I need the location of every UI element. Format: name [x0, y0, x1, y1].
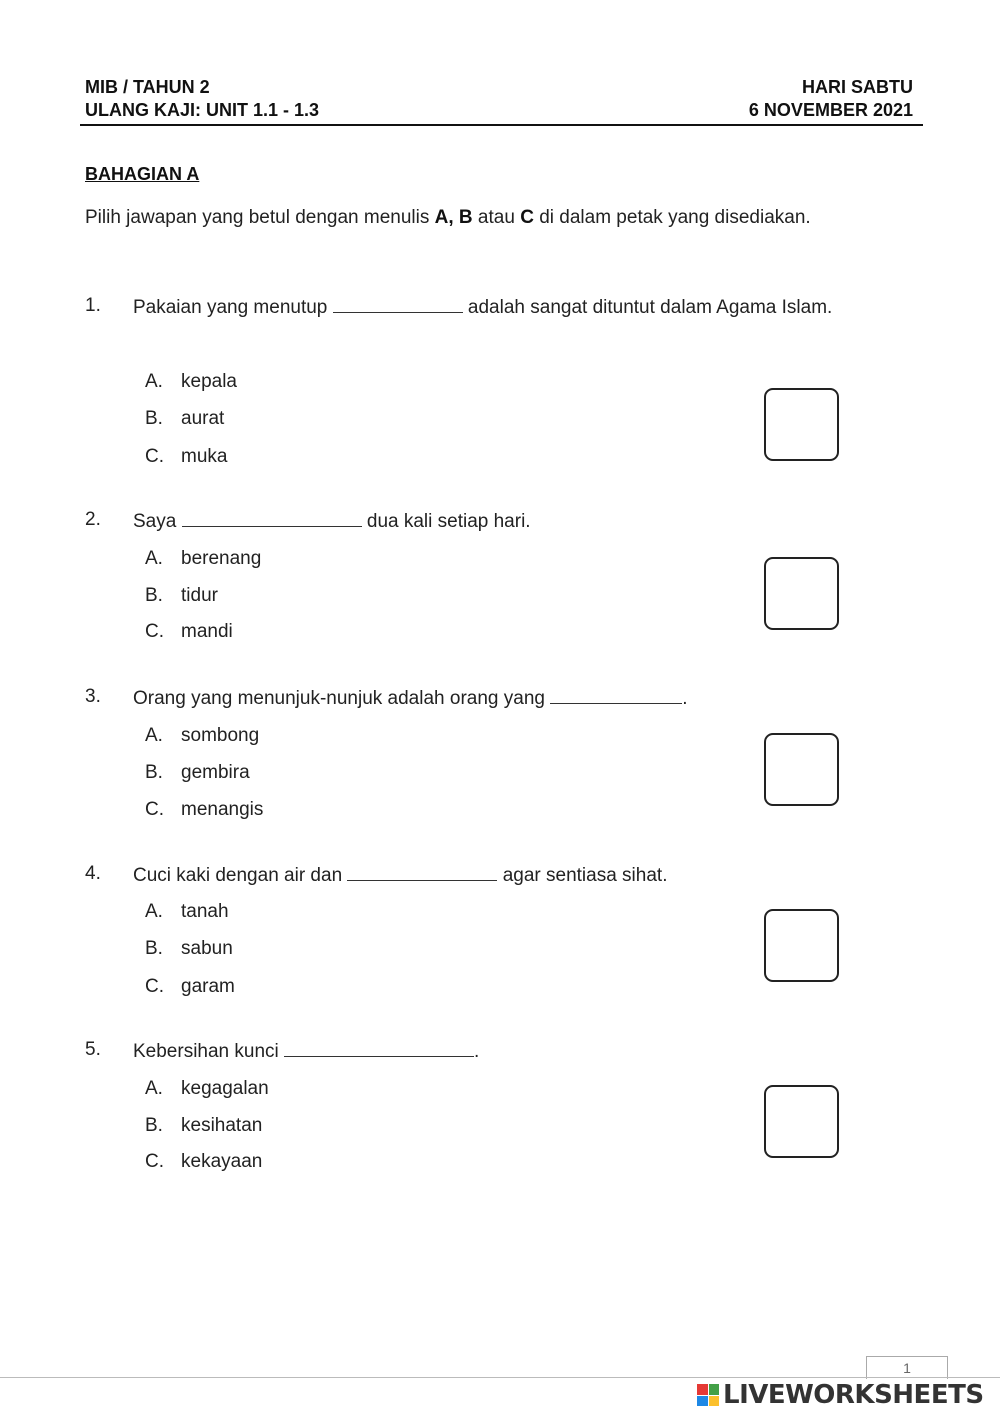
answer-blank — [347, 862, 497, 881]
liveworksheets-brand — [697, 1379, 984, 1411]
question-number: 4. — [85, 863, 101, 884]
answer-blank — [333, 294, 463, 313]
option-a: A. kegagalan — [145, 1078, 269, 1099]
section-title: BAHAGIAN A — [85, 164, 200, 184]
brand-name: LIVEWORKSHEETS — [723, 1380, 984, 1410]
option-b: B. kesihatan — [145, 1115, 263, 1136]
option-b: B. aurat — [145, 408, 225, 429]
question-stem: Kebersihan kunci . — [133, 1033, 914, 1071]
answer-box-3[interactable] — [764, 733, 839, 806]
question-number: 3. — [85, 686, 101, 707]
question-stem: Saya dua kali setiap hari. — [133, 503, 914, 541]
answer-blank — [182, 508, 362, 527]
header-divider — [80, 124, 923, 126]
question-stem: Cuci kaki dengan air dan agar sentiasa sihat. — [133, 857, 914, 895]
day-label: HARI SABTU — [802, 77, 913, 97]
answer-box-1[interactable] — [764, 388, 839, 461]
header-row-2 — [85, 100, 913, 121]
option-a: A. kepala — [145, 371, 237, 392]
option-c: C. kekayaan — [145, 1151, 263, 1172]
unit-label: ULANG KAJI: UNIT 1.1 - 1.3 — [85, 100, 320, 120]
date-label: 6 NOVEMBER 2021 — [748, 100, 913, 120]
question-stem: Orang yang menunjuk-nunjuk adalah orang yang . — [133, 680, 914, 718]
option-b: B. tidur — [145, 585, 218, 606]
option-c: C. muka — [145, 446, 228, 467]
question-number: 2. — [85, 509, 101, 530]
question-stem: Pakaian yang menutup adalah sangat dituntut dalam Agama Islam. — [133, 289, 914, 327]
answer-blank — [550, 685, 682, 704]
instruction-text: Pilih jawapan yang betul dengan menulis A, B atau C di dalam petak yang disediakan. — [85, 207, 811, 228]
option-a: A. berenang — [145, 548, 262, 569]
option-b: B. sabun — [145, 938, 233, 959]
option-a: A. tanah — [145, 901, 229, 922]
option-c: C. menangis — [145, 799, 264, 820]
option-c: C. garam — [145, 976, 235, 997]
subject-label: MIB / TAHUN 2 — [85, 77, 210, 97]
question-number: 1. — [85, 295, 101, 316]
answer-box-4[interactable] — [764, 909, 839, 982]
option-c: C. mandi — [145, 621, 233, 642]
option-b: B. gembira — [145, 762, 250, 783]
liveworksheets-logo-icon — [697, 1384, 719, 1406]
page-number: 1 — [866, 1356, 948, 1379]
answer-box-2[interactable] — [764, 557, 839, 630]
option-a: A. sombong — [145, 725, 260, 746]
footer-divider — [0, 1377, 1000, 1378]
answer-blank — [284, 1038, 474, 1057]
answer-box-5[interactable] — [764, 1085, 839, 1158]
question-number: 5. — [85, 1039, 101, 1060]
header-row-1 — [85, 77, 913, 98]
